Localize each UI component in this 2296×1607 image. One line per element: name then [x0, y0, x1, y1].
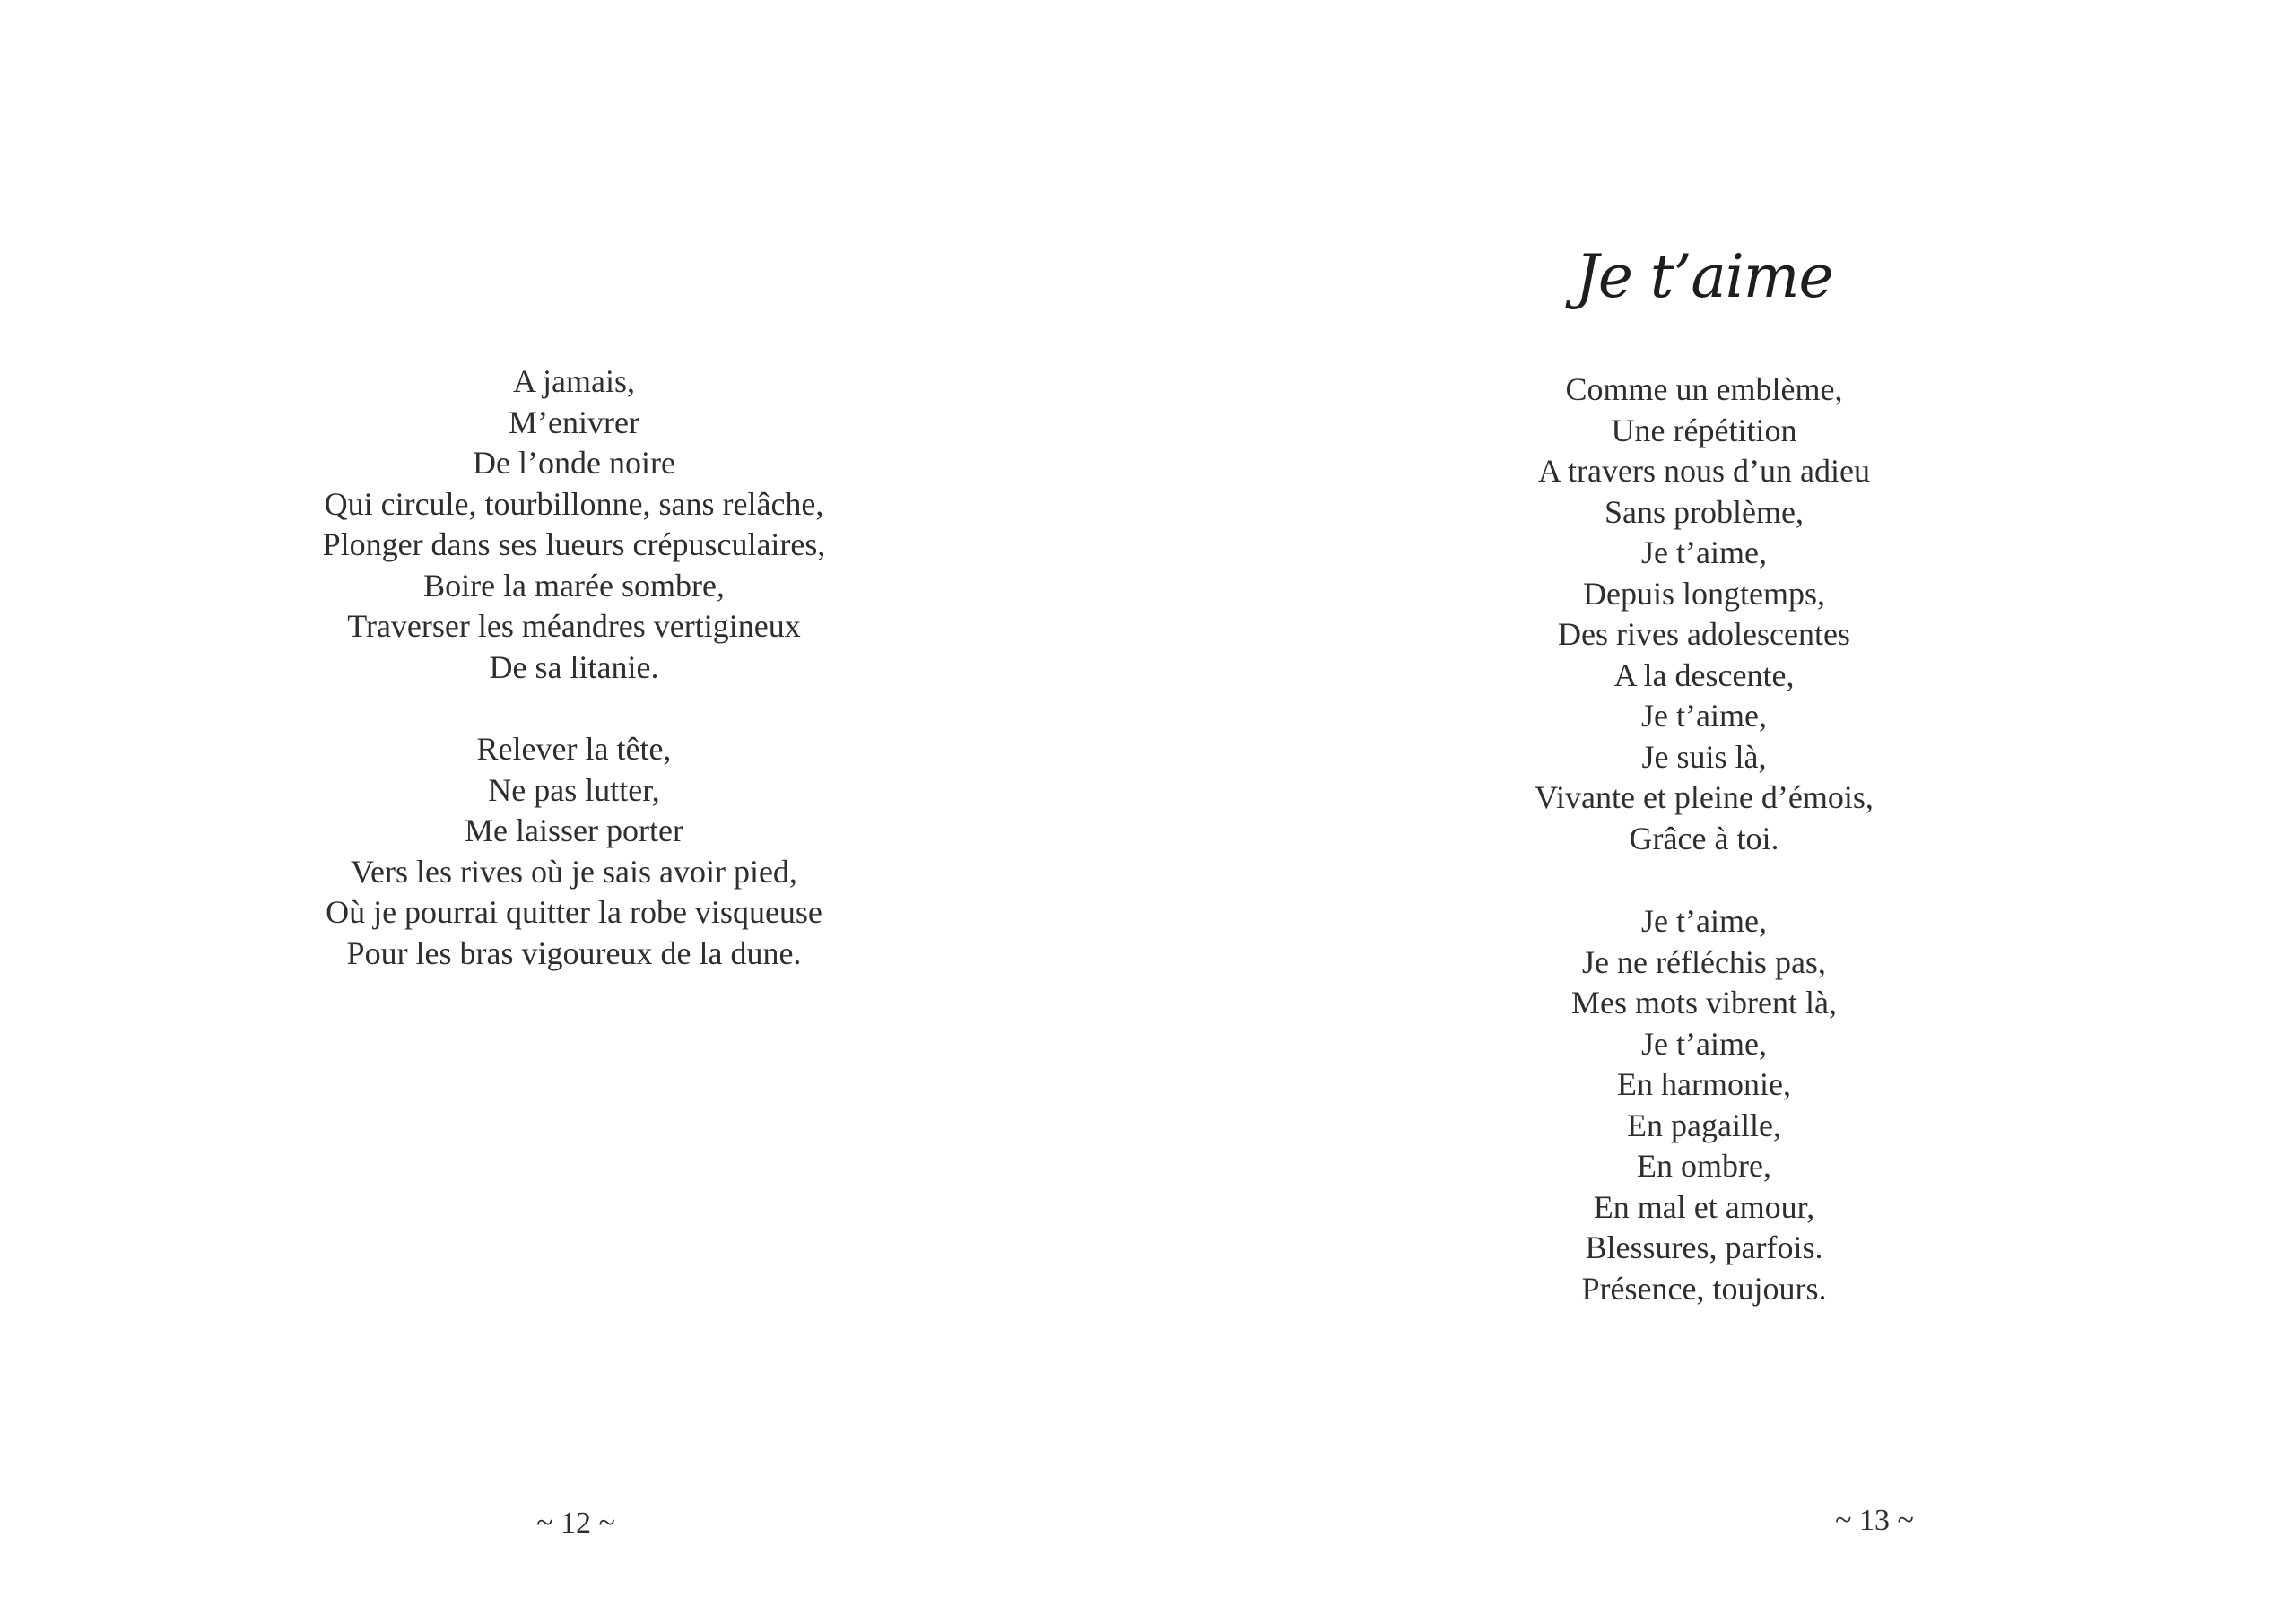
poem-line: En mal et amour, — [1593, 1188, 1815, 1225]
poem-line: Comme un emblème, — [1565, 371, 1843, 407]
poem-line: Sans problème, — [1605, 493, 1804, 530]
poem-line: Vivante et pleine d’émois, — [1535, 779, 1874, 815]
poem-title: Je t’aime — [1575, 242, 1833, 311]
poem-line: Mes mots vibrent là, — [1571, 985, 1837, 1021]
poem-line: Depuis longtemps, — [1583, 575, 1825, 612]
poem-line: Ne pas lutter, — [488, 771, 660, 808]
poem-line: Je ne réfléchis pas, — [1582, 943, 1826, 980]
poem-line: Pour les bras vigoureux de la dune. — [346, 934, 802, 971]
poem-line: Où je pourrai quitter la robe visqueuse — [326, 894, 822, 930]
poem-line: Vers les rives où je sais avoir pied, — [351, 853, 797, 890]
poem-line: Je t’aime, — [1641, 698, 1767, 734]
poem-line: M’enivrer — [509, 404, 639, 440]
page-number-right: ~ 13 ~ — [1835, 1504, 1914, 1537]
poem-line: De sa litanie. — [489, 648, 659, 685]
poem-line: A jamais, — [513, 363, 635, 399]
poem-line: Une répétition — [1611, 412, 1797, 448]
poem-line: En harmonie, — [1617, 1066, 1791, 1102]
poem-line: Des rives adolescentes — [1558, 616, 1850, 652]
poem-line: A travers nous d’un adieu — [1538, 453, 1870, 489]
poem-line: Plonger dans ses lueurs crépusculaires, — [322, 526, 826, 562]
poem-line: Présence, toujours. — [1581, 1270, 1827, 1307]
poem-line: Traverser les méandres vertigineux — [347, 608, 801, 644]
poem-line: Je t’aime, — [1641, 534, 1767, 570]
poem-line: Relever la tête, — [476, 731, 672, 767]
poem-line: Je suis là, — [1641, 738, 1767, 775]
page-number-left: ~ 12 ~ — [536, 1507, 615, 1540]
poem-line: Je t’aime, — [1641, 1025, 1767, 1062]
poem-line: Blessures, parfois. — [1585, 1229, 1823, 1265]
poem-line: A la descente, — [1613, 656, 1795, 693]
poem-stanza-1 — [305, 361, 843, 688]
poem-line: Je t’aime, — [1641, 903, 1767, 939]
poem-line: Qui circule, tourbillonne, sans relâche, — [324, 485, 824, 522]
poem-stanza-1 — [1417, 369, 1991, 859]
poem-line: Grâce à toi. — [1629, 820, 1779, 856]
poem-stanza-2 — [1417, 901, 1991, 1309]
poem-line: Me laisser porter — [465, 812, 683, 848]
poem-stanza-2 — [305, 729, 843, 974]
poem-line: En pagaille, — [1627, 1107, 1781, 1143]
right-page — [1148, 0, 2296, 1607]
poem-line: De l’onde noire — [473, 445, 675, 481]
poem-line: En ombre, — [1637, 1148, 1771, 1184]
poem-line: Boire la marée sombre, — [423, 567, 725, 604]
